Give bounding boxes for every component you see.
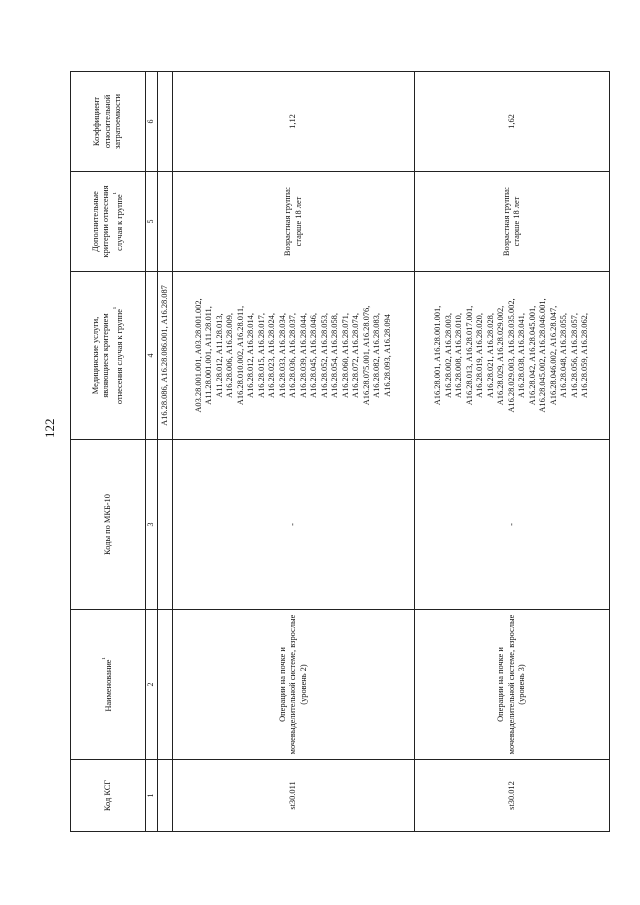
service-code-line: A16.28.012, A16.28.014,: [246, 313, 256, 398]
column-number: 6: [145, 72, 157, 172]
header-criteria-footnote: ¹: [111, 192, 120, 195]
header-name: [71, 610, 146, 760]
service-code-line: A16.28.029.003, A16.28.035.002,: [506, 298, 516, 413]
header-coef-line-1: Коэффициент: [92, 96, 102, 147]
continuation-coef: [157, 72, 172, 172]
service-code-line: A11.28.012, A11.28.013,: [214, 313, 224, 398]
column-number: 4: [145, 272, 157, 440]
column-number: 5: [145, 172, 157, 272]
header-coef-line-2: относительной: [102, 94, 112, 149]
service-code-line: A16.28.015, A16.28.017,: [256, 313, 266, 398]
row-services: [415, 272, 610, 440]
ksg-table: [70, 71, 610, 832]
header-criteria: [71, 172, 146, 272]
header-services-line-3: [112, 275, 125, 436]
service-code-line: A16.28.082, A16.28.083,: [372, 313, 382, 398]
service-code-line: A03.28.001.001, A03.28.001.002,: [193, 298, 203, 413]
row-criteria: Возрастная группа: старше 18 лет: [415, 172, 610, 272]
service-code-line: A16.28.042, A16.28.045.001,: [527, 305, 537, 406]
service-code-line: A16.28.008, A16.28.010,: [454, 313, 464, 398]
service-code-line: A16.28.038, A16.28.041,: [517, 313, 527, 398]
service-code-line: A16.28.021, A16.28.028,: [485, 313, 495, 398]
header-services-line-3-text: отнесения случая к группе: [114, 309, 124, 405]
service-code-line: A16.28.036, A16.28.037,: [288, 313, 298, 398]
service-code-line: A16.28.013, A16.28.017.001,: [464, 305, 474, 406]
column-number: 1: [145, 760, 157, 832]
header-services-footnote: ¹: [111, 306, 120, 309]
rotated-table-container: [70, 72, 610, 832]
header-code: Код КСГ: [71, 760, 146, 832]
service-code-line: A16.28.054, A16.28.058,: [330, 313, 340, 398]
service-code-line: A16.28.045.002, A16.28.046.001,: [538, 298, 548, 413]
row-coef: 1,12: [172, 72, 415, 172]
service-code-line: A16.28.045, A16.28.046,: [309, 313, 319, 398]
header-name-text: Наименование: [103, 659, 113, 712]
header-coef-line-3: затратоемкости: [113, 94, 123, 150]
header-services-line-1: Медицинские услуги,: [90, 316, 100, 395]
service-code-line: A16.28.046.002, A16.28.047,: [548, 305, 558, 406]
column-number: 3: [145, 440, 157, 610]
row-code: st30.011: [172, 760, 415, 832]
header-services-line-2: являющиеся критерием: [101, 313, 111, 398]
header-criteria-line-1: Дополнительные: [90, 191, 100, 252]
header-criteria-line-2: критерии отнесения: [101, 185, 111, 258]
service-code-line: A16.28.029, A16.28.029.002,: [496, 305, 506, 406]
continuation-code: [157, 760, 172, 832]
continuation-criteria: [157, 172, 172, 272]
row-name: Операции на почке и мочевыделительной системе, взрослые (уровень 3): [415, 610, 610, 760]
service-code-line: A16.28.002, A16.28.003,: [443, 313, 453, 398]
service-code-line: A16.28.060, A16.28.071,: [340, 313, 350, 398]
row-services: [172, 272, 415, 440]
table-row: [172, 72, 415, 832]
service-code-line: A16.28.010.002, A16.28.011,: [235, 305, 245, 406]
row-mkb: -: [415, 440, 610, 610]
service-code-line: A16.28.093, A16.28.094: [382, 314, 392, 397]
service-code-line: A16.28.059, A16.28.062,: [580, 313, 590, 398]
header-criteria-line-3: [112, 175, 125, 268]
service-code-line: A16.28.006, A16.28.009,: [225, 313, 235, 398]
column-number: 2: [145, 610, 157, 760]
service-code-line: A16.28.001, A16.28.001.001,: [433, 305, 443, 406]
service-code-line: A16.28.019, A16.28.020,: [475, 313, 485, 398]
service-code-line: A16.28.033, A16.28.034,: [277, 313, 287, 398]
service-code-line: A16.28.048, A16.28.055,: [559, 313, 569, 398]
service-code-line: A11.28.001.001, A11.28.011,: [204, 306, 214, 405]
service-code-line: A16.28.039, A16.28.044,: [298, 313, 308, 398]
column-number-row: [145, 72, 157, 832]
continuation-name: [157, 610, 172, 760]
continuation-services: A16.28.086, A16.28.086.001, A16.28.087: [157, 272, 172, 440]
row-coef: 1,62: [415, 72, 610, 172]
header-name-footnote: ¹: [101, 657, 110, 660]
service-code-line: A16.28.072, A16.28.074,: [351, 313, 361, 398]
header-services: [71, 272, 146, 440]
service-code-line: A16.28.075.001, A16.28.076,: [361, 305, 371, 406]
header-mkb: Коды по МКБ-10: [71, 440, 146, 610]
header-criteria-line-3-text: случая к группе: [114, 194, 124, 251]
table-header-row: [71, 72, 146, 832]
page-number: 122: [42, 418, 57, 438]
row-name: Операции на почке и мочевыделительной системе, взрослые (уровень 2): [172, 610, 415, 760]
service-code-line: A16.28.056, A16.28.057,: [569, 313, 579, 398]
header-coef: [71, 72, 146, 172]
row-code: st30.012: [415, 760, 610, 832]
continuation-mkb: [157, 440, 172, 610]
row-mkb: -: [172, 440, 415, 610]
continuation-row: [157, 72, 172, 832]
service-code-line: A16.28.023, A16.28.024,: [267, 313, 277, 398]
row-criteria: Возрастная группа: старше 18 лет: [172, 172, 415, 272]
table-row: [415, 72, 610, 832]
service-code-line: A16.28.052, A16.28.053,: [319, 313, 329, 398]
